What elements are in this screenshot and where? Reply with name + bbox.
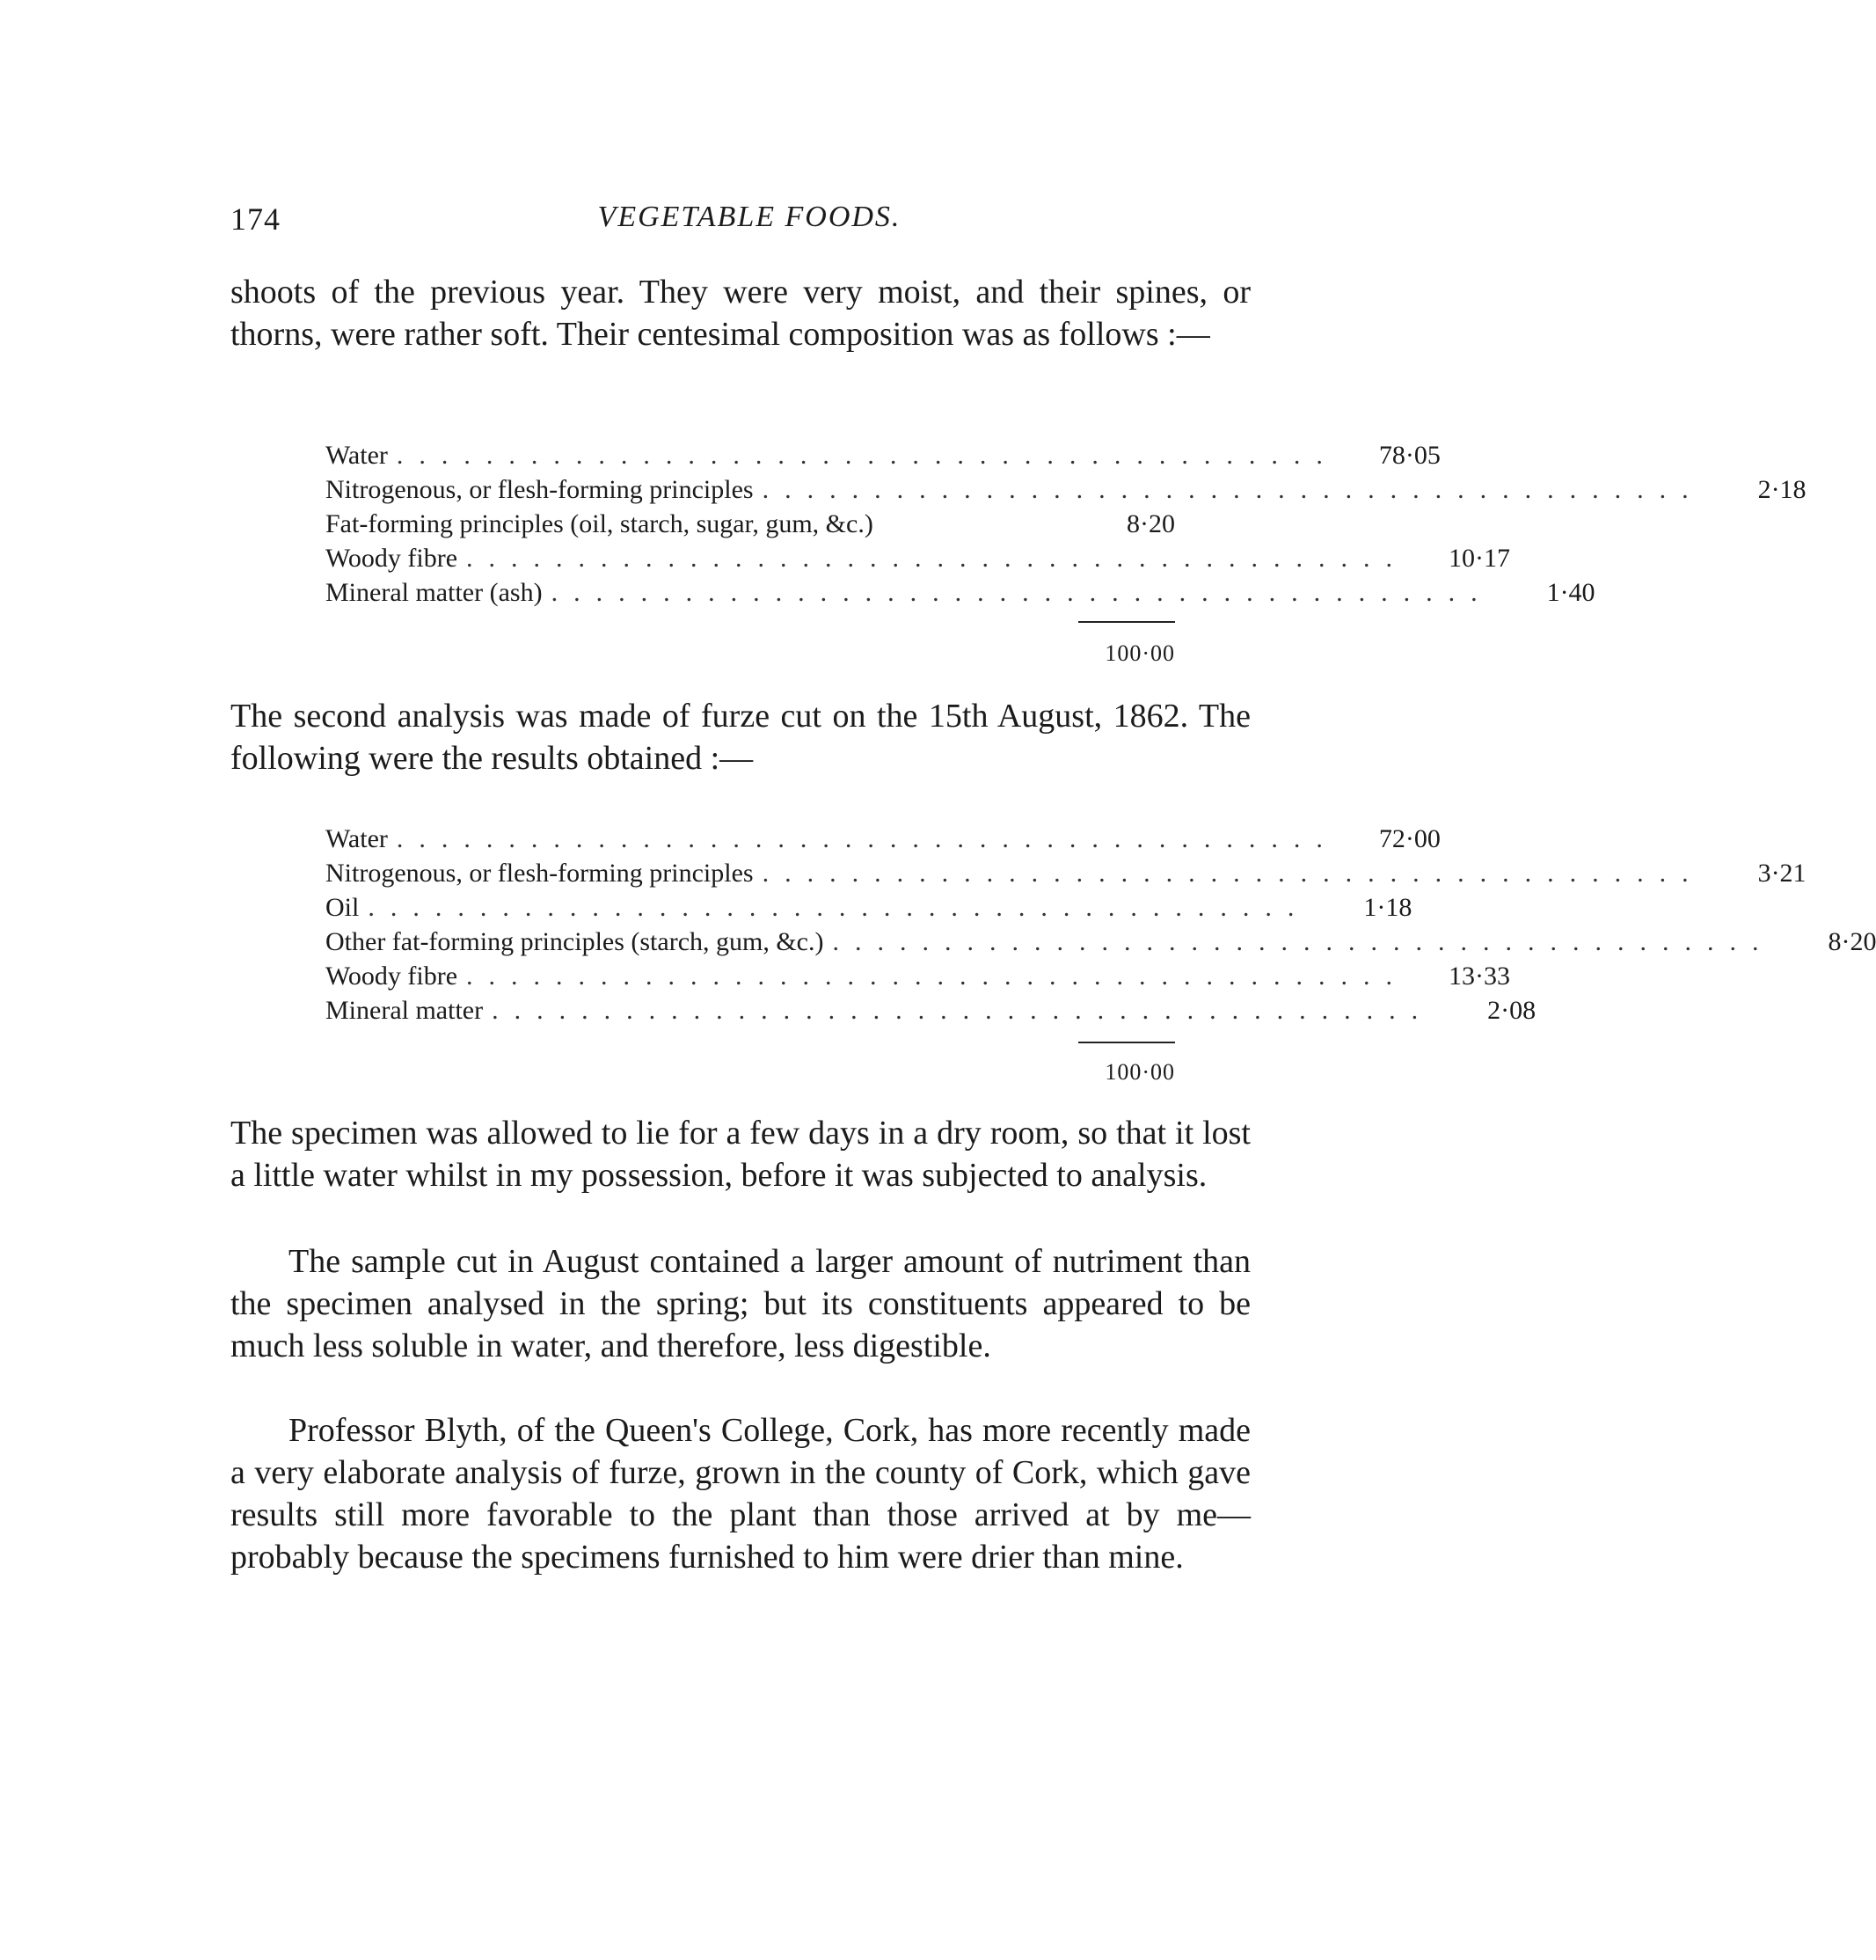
running-head: VEGETABLE FOODS.: [597, 201, 902, 233]
table-row: [325, 925, 1876, 959]
table-row: [325, 438, 1441, 472]
composition-table-2: [325, 822, 1876, 1085]
sum-rule: [1078, 621, 1175, 623]
row-value: 10·17: [1449, 544, 1511, 573]
row-label: Fat-forming principles (oil, starch, sugar, gum, &c.): [325, 509, 873, 538]
table-row: [325, 507, 1175, 541]
row-value: 13·33: [1449, 962, 1511, 991]
table-row: [325, 856, 1807, 890]
table-row: [325, 993, 1537, 1028]
paragraph-3: The specimen was allowed to lie for a few days in a dry room, so that it lost a little water whilst in my possession, before it was subjected to analysis.: [230, 1115, 1251, 1194]
table-row: [325, 541, 1511, 575]
row-value: 2·08: [1487, 996, 1537, 1025]
paragraph-5: Professor Blyth, of the Queen's College, Cork, has more recently made a very elaborate analysis of furze, grown in the county of Cork, which gave results still more favorable to the plant than those arrived at by me—probably because the specimens furnished to him were drier than mine.: [230, 1412, 1251, 1576]
paragraph-1: shoots of the previous year. They were very moist, and their spines, or thorns, were rather soft. Their centesimal composition was as follows :—: [230, 274, 1251, 353]
page-number: 174: [230, 201, 281, 237]
row-label: Oil: [325, 893, 360, 922]
leader-dots: ..........................................: [832, 927, 1775, 956]
paragraph-4: The sample cut in August contained a larger amount of nutriment than the specimen analysed in the spring; but its constituents appeared to be much less soluble in water, and therefore, less digestible.: [230, 1243, 1251, 1364]
row-value: 1·40: [1546, 578, 1595, 607]
table-total: 100·00: [1105, 640, 1175, 666]
table-row: [325, 890, 1412, 925]
row-value: 3·21: [1757, 859, 1807, 888]
composition-table-1: [325, 438, 1807, 666]
row-label: Water: [325, 824, 388, 853]
row-label: Mineral matter (ash): [325, 578, 543, 607]
table-row: [325, 959, 1511, 993]
row-value: 2·18: [1757, 475, 1807, 504]
leader-dots: ..........................................: [551, 578, 1493, 607]
leader-dots: ..........................................: [396, 441, 1339, 470]
leader-dots: ..........................................: [492, 996, 1434, 1025]
leader-dots: ..........................................: [396, 824, 1339, 853]
row-label: Nitrogenous, or flesh-forming principles: [325, 475, 754, 504]
row-label: Mineral matter: [325, 996, 484, 1025]
page-header: [230, 201, 1251, 245]
row-label: Other fat-forming principles (starch, gum, &c.): [325, 927, 824, 956]
row-label: Woody fibre: [325, 962, 458, 991]
row-value: 1·18: [1363, 893, 1412, 922]
row-value: 78·05: [1378, 441, 1441, 470]
leader-dots: ..........................................: [466, 544, 1409, 573]
table-row: [325, 575, 1595, 610]
row-label: Nitrogenous, or flesh-forming principles: [325, 859, 754, 888]
leader-dots: ..........................................: [762, 859, 1704, 888]
sum-rule: [1078, 1042, 1175, 1043]
paragraph-2: The second analysis was made of furze cut on the 15th August, 1862. The following were the results obtained :—: [230, 698, 1251, 777]
leader-dots: ..........................................: [466, 962, 1409, 991]
leader-dots: ..........................................: [762, 475, 1704, 504]
table-total: 100·00: [1105, 1059, 1175, 1085]
row-value: 72·00: [1378, 824, 1441, 853]
leader-dots: ..........................................: [368, 893, 1310, 922]
row-value: 8·20: [1127, 509, 1175, 538]
row-label: Water: [325, 441, 388, 470]
table-row: [325, 472, 1807, 507]
row-value: 8·20: [1828, 927, 1876, 956]
table-row: [325, 822, 1441, 856]
row-label: Woody fibre: [325, 544, 458, 573]
